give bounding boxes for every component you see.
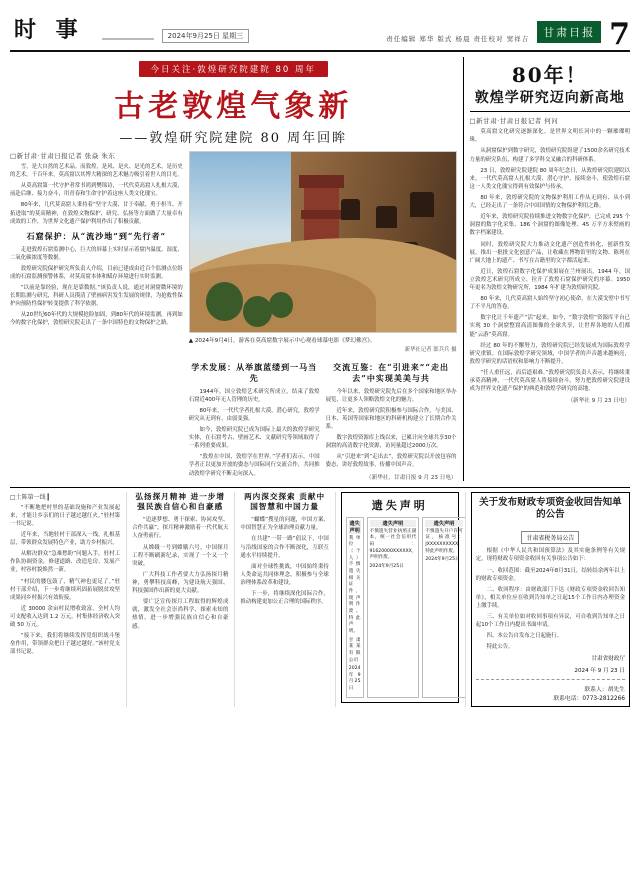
statement-line: 甘肃某某有限公司 [348,637,361,663]
secondary-headline: 80年！ [511,63,588,87]
statement-card [346,517,364,698]
paragraph: 从洞窟保护到数字研究，敦煌研究院组建了1500余名研究技术力量的研究队伍，构建了多学科交叉融合的科研体系。 [469,148,630,163]
paragraph: 敦煌研究院保护研究所负责人介绍，目前已建成由近百个监测点位组成的石窟监测预警体系，对莫高窟本体和赋存环境进行实时监测。 [10,265,183,280]
statement-card [367,517,420,698]
paragraph: 下一步，将继续深化国际合作，推动构建更加公正合理的国际秩序。 [240,591,329,606]
statement-line: 我单位（个人）不慎遗失相关证件，现声明作废。特此声明。 [348,535,361,634]
paragraph: 今年以来，敦煌研究院先后在多个国家和地区举办展览，让更多人领略敦煌文化的魅力。 [325,388,457,403]
masthead-rule [102,32,154,46]
notice-telephone: 联系电话：0773-2812266 [553,696,625,703]
paragraph: 1944年，国立敦煌艺术研究所成立，结束了敦煌石窟近400年无人管理的历史。 [188,388,320,403]
page-number: 7 [609,17,630,52]
paragraph: 一、收回范围：截至2024年8月31日，结转结余两年以上的财政专项资金。 [475,567,625,582]
lower-col-3 [234,492,328,708]
lead-photo [189,151,457,333]
notice-signature: 甘肃省财政厅 [591,655,625,662]
subsection-title: 学术发展：从举旗蓝缕到一马当先 [191,362,318,383]
paragraph: 面对全球性挑战，中国始终秉持人类命运共同体理念，积极参与全球治理体系改革和建设。 [240,563,329,586]
lead-col-1 [10,151,183,481]
publication-date: 2024年9月25日 星期三 [162,29,249,43]
statement-line: 不慎遗失开户许可证，核准号：JXXXXXXXXXX，特此声明作废。 [425,528,463,554]
statement-card-title: 遗失声明 [425,520,462,527]
paragraph: 同时，敦煌研究院大力推动文化遗产创造性转化、创新性发展，推出一批批文化创意产品，让收藏在博物馆里的文物、陈列在广阔大地上的遗产、书写在古籍里的文字都活起来。 [469,241,630,264]
paragraph: “不断地把村里的基础设施和产业发展起来，才能让乡亲们的日子越过越红火。”驻村第一书记说。 [10,504,121,527]
paragraph: “敦煌在中国，敦煌学在世界。”学者们表示，中国学者正以更加开放的姿态与国际同行交流合作，共同推动敦煌学研究不断走向深入。 [188,454,320,477]
paragraph: 特此公告。 [486,644,514,651]
topic-kicker [10,57,457,77]
paragraph: 走进敦煌石窟监测中心，巨大的屏幕上实时显示着窟内温度、湿度、二氧化碳浓度等数据。 [10,246,183,261]
paragraph: 近日，敦煌石窟数字化保护成果展在兰州展出，1944 年，国立敦煌艺术研究所成立，拉开了敦煌石窟保护研究的序幕。1950 年更名为敦煌文物研究所，1984 年扩建为敦煌研究院。 [469,268,630,292]
paragraph: “接下来，我们将继续发挥党组织战斗堡垒作用，带领群众把日子越过越好。”该村党支部书记说。 [10,633,121,656]
paragraph: 三、有关单位如对收回事项有异议，可自收到告知单之日起10个工作日内提出书面申请。 [475,614,625,629]
upper-section [10,57,630,481]
official-notice-block [465,492,630,708]
subsection-title: 交流互鉴：在“引进来”“走出去”中实现美美与共 [333,362,449,383]
kicker-label: 今日关注·敦煌研究院建院 80 周年 [139,61,328,77]
statement-card [422,517,465,698]
paragraph: 80年来，一代代学者扎根大漠，潜心研究，敦煌学研究从无到有、由弱变强。 [188,407,320,422]
paragraph: 要广泛宣传探月工程取得的辉煌成就，激发全社会崇尚科学、探索未知的热情，进一步增强民族自信心和自豪感。 [132,599,229,630]
statement-box [341,492,463,703]
lead-headline: 古老敦煌气象新 [114,89,353,124]
paragraph: 近年来，敦煌研究院持续推进文物数字化保护，已完成 295 个洞窟的数字化采集、186 个洞窟的图像处理、45 万平方米壁画的数字档案建设。 [469,214,630,237]
lead-col-2b [326,357,457,481]
statement-line: 2024年9月25日 [425,557,460,563]
statement-cards [346,517,463,698]
paragraph: 从莫高窟第一代守护者常书鸿到樊锦诗，一代代莫高窟人扎根大漠，前赴后继、接力奋斗，用青春和生命守护着这座人类文化瑰宝。 [10,183,183,198]
paragraph: “追逐梦想、勇于探索、协同攻坚、合作共赢”，探月精神激励着一代代航天人奋勇前行。 [132,517,229,540]
section-title: 时 事 [14,17,84,43]
lead-story [10,57,457,481]
paragraph: 从“引进来”到“走出去”，敦煌研究院以开放包容的姿态，讲好敦煌故事，传播中国声音。 [325,454,457,469]
paragraph: 近年来，敦煌研究院积极参与国际合作，与美国、日本、英国等国家和地区的科研机构建立了长期合作关系。 [325,407,457,431]
paragraph: 80年来，几代莫高窟人秉持着“坚守大漠、甘于奉献、勇于担当、开拓进取”的莫高精神，在敦煌文物保护、研究、弘扬等方面做了大量卓有成效的工作，为世界文化遗产保护利用作出了积极贡献。 [10,202,183,225]
paragraph: 近年来，当地驻村干部深入一线，扎根基层，带领群众发展特色产业，助力乡村振兴。 [10,532,121,547]
statement-line: 2024年9月25日 [369,563,404,569]
lead-col-2 [189,151,457,481]
paragraph: 近 30000 余亩村民增收致富，全村人均可支配收入达到 1.2 万元，村集体经济收入突破 50 万元。 [10,605,121,629]
article-title: 弘扬探月精神 进一步增强民族自信心和自豪感 [135,491,225,511]
paragraph: 四、本公告自发布之日起施行。 [486,633,563,640]
photo-credit: 新华社记者 郎兵兵 摄 [404,347,457,353]
notice-issuer: 甘肃省税务局公告 [521,531,579,544]
lead-col-2a [189,357,320,481]
paragraph: “村民的腰包鼓了，精气神也更足了。”驻村干部介绍，下一步将继续巩固拓展脱贫攻坚成果同乡村振兴有效衔接。 [10,578,121,601]
notice-contact: 联系人：胡先生 [584,687,625,694]
paragraph: “蝴蝶”搜星的问题，中国方案、中国智慧正为全球治理贡献力量。 [240,517,329,532]
paragraph: 23 日，敦煌研究院建院 80 周年纪念日，从敦煌研究院建院以来，一代代莫高窟人扎根大漠、潜心守护、接续奋斗，使敦煌石窟这一人类文化瑰宝得到有效保护与传承。 [469,167,630,190]
paragraph: 从嫦娥一号到嫦娥六号，中国探月工程不断刷新纪录，实现了一个又一个突破。 [132,544,229,567]
lower-section [10,487,630,708]
paragraph: 数字敦煌资源库上线以来，已累计向全球共享30个洞窟的高清数字化资源，访问量超过2000万次。 [325,435,457,450]
photo-caption: ▲ 2024年9月4日，游客在莫高窟数字展示中心观看球幕电影《梦幻佛宫》。 [188,338,376,344]
secondary-story [463,57,630,481]
lead-inner-columns [189,357,457,481]
story-signature: （新华社 9 月 23 日电） [567,398,630,405]
notice-date: 2024 年 9 月 23 日 [574,667,625,674]
statement-title: 遗失声明 [371,498,428,512]
lead-subheadline: ——敦煌研究院建院 80 周年回眸 [119,131,348,146]
statement-card-title: 遗失声明 [349,520,360,534]
paragraph: 如今，敦煌研究院已成为国际上最大的敦煌学研究实体，在石窟考古、壁画艺术、文献研究等领域取得了一系列重要成果。 [188,427,320,450]
statement-line: 不慎遗失营业执照正副本，统一社会信用代码：91620000XXXXXX，声明作废。 [369,528,417,561]
paragraph: 从解决群众“急难愁盼”问题入手，驻村工作队协调资金，修建道路、改造危房、发展产业，村容村貌焕然一新。 [10,551,121,574]
statement-line: 2024年9月25日 [348,666,361,692]
paragraph: 在共建“一带一路”倡议下，中国与沿线国家的合作不断深化，互联互通水平持续提升。 [240,536,329,559]
lower-col-2 [126,492,228,708]
column-tag: □土陈第一线 ▎ [10,493,53,501]
newspaper-logo: 甘肃日报 [537,21,601,43]
paragraph: 经过 80 年的不懈努力，敦煌研究院已经发展成为国际敦煌学研究重镇。在国际敦煌学研究领域，中国学者的声音越来越响亮，敦煌学研究的话语权和影响力不断提升。 [469,342,630,365]
paragraph: 根据《中华人民共和国预算法》及其实施条例等有关规定，现将财政专项资金收回有关事项公告如下： [475,548,625,563]
notice-title: 关于发布财政专项资金收回告知单的公告 [479,496,622,521]
subsection-title: 石窟保护：从“流沙地”到“先行者” [26,230,167,241]
lower-col-1 [10,492,120,708]
lead-byline: □新甘肃·甘肃日报记者 张焱 朱东 [10,152,116,160]
paragraph: 从20世纪60年代的大规模抢险加固，到80年代的环境监测，再到如今的数字化保护，敦煌研究院走出了一条中国特色的文物保护之路。 [10,312,183,327]
paragraph: 数字化让千年遗产“活”起来。如今，“数字敦煌”资源库平台已实现 30 个洞窟整窟高清图像的全球共享，让世界各地的人们都能“云游”莫高窟。 [469,315,630,338]
statement-card-title: 遗失声明 [370,520,417,527]
paragraph: 雪，是大自然的艺术品。而敦煌，是风、是火、是光的艺术，是历史的艺术。千百年来，莫高窟以其博大精深的艺术魅力吸引着世人的目光。 [10,164,183,179]
paragraph: 80 年来，几代莫高窟人始终坚守初心使命，在大漠戈壁中书写了不平凡的答卷。 [469,296,630,311]
divider [470,111,630,112]
paragraph: 莫高窟文化研究逐渐深化。是世界文明长河中的一颗璀璨明珠。 [469,129,630,144]
masthead [10,6,630,52]
editor-credits: 责任编辑 郑华 版式 杨晨 责任校对 窦祥吉 [386,35,530,43]
lost-statement-block [335,492,463,708]
article-title: 两内深交探索 贡献中国智慧和中国力量 [244,491,326,511]
lead-columns [10,151,457,481]
paragraph: 二、收回程序：由财政部门下达《财政专项资金收回告知单》，相关单位应在收到告知单之日起15个工作日内办理资金上缴手续。 [475,586,625,610]
paragraph: “以前是靠经验，现在是靠数据。”该负责人说，通过对洞窟微环境的长期监测与研究，科研人员摸清了壁画病害发生发展的规律，为抢救性保护向预防性保护转变提供了科学依据。 [10,285,183,308]
paragraph: “任人重任远，而后道艰难。”敦煌研究院负责人表示，将继续秉承莫高精神，一代代莫高窟人将接续奋斗，努力把敦煌研究院建设成为世界文化遗产保护的典范和敦煌学研究的高地。 [469,370,630,393]
story-signature: （新华社、甘肃日报 9 月 23 日电） [366,474,457,481]
notice-box [471,492,630,708]
secondary-subheadline: 敦煌学研究迈向新高地 [474,90,625,106]
paragraph: 广大科技工作者要大力弘扬探月精神，勇攀科技高峰，为建设航天强国、科技强国作出新的更大贡献。 [132,571,229,595]
paragraph: 80 年来，敦煌研究院的文物保护利用工作从无到有、从小到大，已经走出了一条符合中国国情的文物保护利用之路。 [469,194,630,210]
secondary-byline: □新甘肃·甘肃日报记者 何问 [469,117,559,126]
divider [476,679,625,680]
